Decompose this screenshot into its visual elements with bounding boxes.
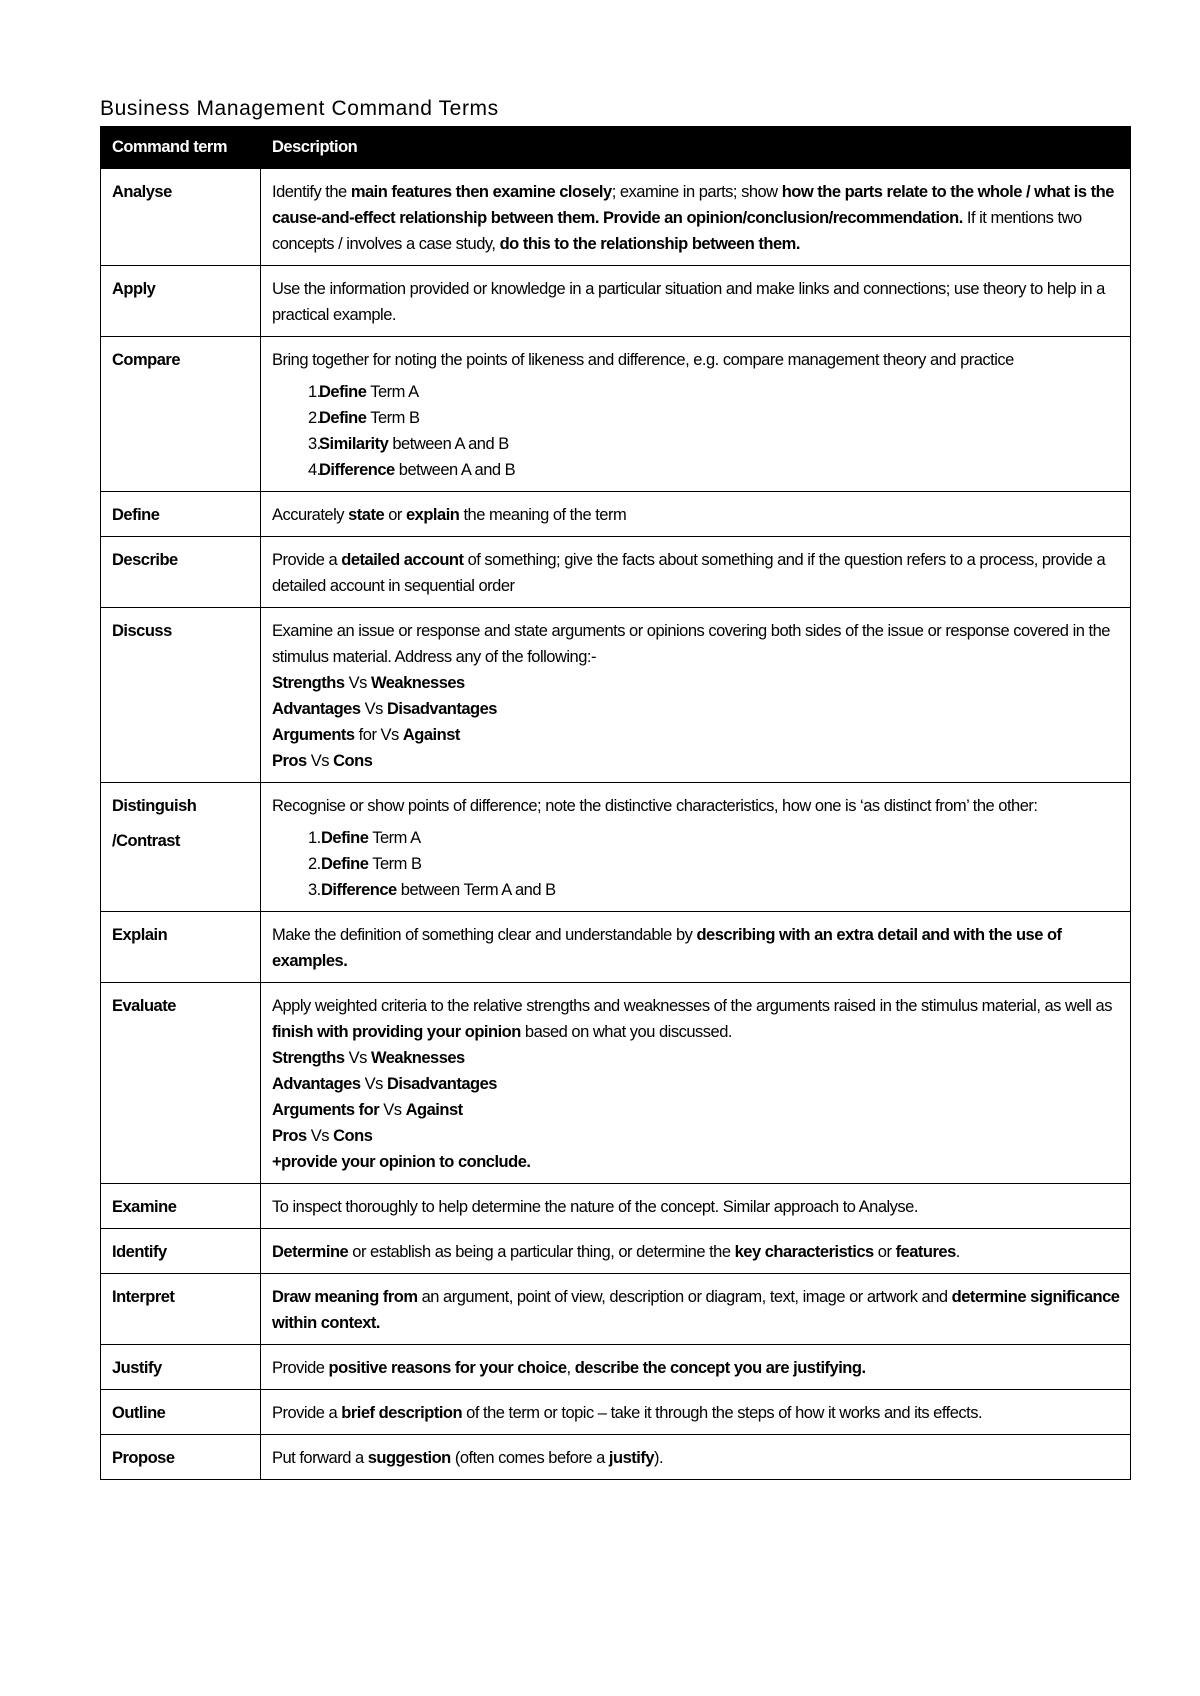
description-cell [261, 1229, 1131, 1274]
bold-text: Determine [272, 1243, 349, 1261]
description-cell [261, 1390, 1131, 1435]
bold-text: Define [321, 855, 369, 873]
command-term-cell [101, 492, 261, 537]
command-term-cell [101, 1229, 261, 1274]
comparison-line [272, 696, 1120, 722]
comparison-line [272, 1123, 1120, 1149]
bold-text: detailed account [341, 551, 464, 569]
command-terms-table [100, 126, 1131, 1480]
numbered-list [272, 825, 1120, 903]
text-run: ; examine in parts; show [611, 183, 782, 201]
command-term-cell [101, 1345, 261, 1390]
table-row [101, 1184, 1131, 1229]
text-run: Vs [379, 1101, 406, 1119]
bold-text: Strengths [272, 674, 345, 692]
comparison-line [272, 1149, 1120, 1175]
bold-text: Cons [333, 752, 373, 770]
command-term: Apply [112, 280, 156, 298]
table-header-row [101, 127, 1131, 169]
list-item [272, 825, 1120, 851]
text-run: for Vs [354, 726, 403, 744]
command-term: Interpret [112, 1288, 175, 1306]
list-text [321, 825, 421, 851]
list-number: 2. [308, 855, 321, 873]
description-paragraph [272, 347, 1120, 373]
description-cell [261, 912, 1131, 983]
list-text [321, 851, 421, 877]
command-term: Examine [112, 1198, 177, 1216]
description-cell [261, 1435, 1131, 1480]
text-run: an argument, point of view, description or diagram, text, image or artwork and [417, 1288, 952, 1306]
bold-text: +provide your opinion to conclude. [272, 1153, 531, 1171]
description-cell [261, 608, 1131, 783]
text-run: To inspect thoroughly to help determine the nature of the concept. Similar approach to Analyse. [272, 1198, 918, 1216]
description-paragraph [272, 993, 1120, 1045]
comparison-line [272, 670, 1120, 696]
text-run: or [384, 506, 406, 524]
list-number: 1. [308, 383, 321, 401]
description-paragraph [272, 1445, 1120, 1471]
text-run: Provide a [272, 551, 342, 569]
list-number: 2. [308, 409, 321, 427]
list-number: 3. [308, 435, 321, 453]
command-term-cell [101, 169, 261, 266]
bold-text: Define [321, 829, 369, 847]
command-term: Propose [112, 1449, 175, 1467]
text-run: Provide [272, 1359, 329, 1377]
table-row [101, 1435, 1131, 1480]
list-text [319, 405, 419, 431]
description-paragraph [272, 1355, 1120, 1381]
bold-text: features [895, 1243, 956, 1261]
bold-text: Draw meaning from [272, 1288, 418, 1306]
header-description: Description [261, 127, 1131, 169]
table-row [101, 983, 1131, 1184]
list-text [319, 379, 419, 405]
table-row [101, 1390, 1131, 1435]
bold-text: explain [406, 506, 460, 524]
text-run: Vs [360, 700, 387, 718]
bold-text: Arguments [272, 726, 355, 744]
comparison-line [272, 1045, 1120, 1071]
command-term-cell [101, 1390, 261, 1435]
command-term-cell [101, 537, 261, 608]
description-cell [261, 783, 1131, 912]
text-run: between Term A and B [396, 881, 556, 899]
list-item [272, 851, 1120, 877]
bold-text: Pros [272, 1127, 307, 1145]
bold-text: Define [319, 409, 367, 427]
text-run: based on what you discussed. [520, 1023, 732, 1041]
bold-text: Weaknesses [370, 674, 465, 692]
bold-text: Advantages [272, 1075, 361, 1093]
command-term: Explain [112, 926, 168, 944]
page-title: Business Management Command Terms [100, 97, 499, 120]
command-term: Justify [112, 1359, 162, 1377]
table-row [101, 492, 1131, 537]
bold-text: key characteristics [734, 1243, 874, 1261]
description-cell [261, 169, 1131, 266]
bold-text: brief description [341, 1404, 463, 1422]
bold-text: Cons [333, 1127, 373, 1145]
description-paragraph [272, 793, 1120, 819]
command-term-cell [101, 912, 261, 983]
text-run: Term B [368, 855, 422, 873]
bold-text: Disadvantages [386, 700, 497, 718]
list-number: 4. [308, 461, 321, 479]
table-row [101, 337, 1131, 492]
command-term: Describe [112, 551, 178, 569]
text-run: Bring together for noting the points of likeness and difference, e.g. compare management theory and practice [272, 351, 1014, 369]
text-run: Term B [366, 409, 420, 427]
description-cell [261, 1345, 1131, 1390]
bold-text: Difference [319, 461, 395, 479]
description-cell [261, 1274, 1131, 1345]
text-run: between A and B [394, 461, 516, 479]
bold-text: how the parts relate to the whole / what is the cause-and-effect relationship between them. Provide an opinion/conclusion/recommendation. [272, 183, 1114, 227]
list-item [272, 431, 1120, 457]
description-paragraph [272, 179, 1120, 257]
description-paragraph [272, 547, 1120, 599]
text-run: of something; give the facts about something and if the question refers to a process, provide a detailed account in sequential order [272, 551, 1106, 595]
text-run: Term A [366, 383, 419, 401]
text-run: , [566, 1359, 575, 1377]
table-row [101, 266, 1131, 337]
text-run: (often comes before a [450, 1449, 609, 1467]
command-term-cell [101, 608, 261, 783]
description-cell [261, 266, 1131, 337]
description-paragraph [272, 922, 1120, 974]
description-paragraph [272, 618, 1120, 670]
command-term: Identify [112, 1243, 167, 1261]
table-row [101, 608, 1131, 783]
text-run: Use the information provided or knowledge in a particular situation and make links and connections; use theory to help in a practical example. [272, 280, 1105, 324]
description-cell [261, 537, 1131, 608]
bold-text: positive reasons for your choice [328, 1359, 567, 1377]
description-cell [261, 1184, 1131, 1229]
command-term-cell [101, 983, 261, 1184]
comparison-line [272, 1097, 1120, 1123]
command-term-cell [101, 1274, 261, 1345]
text-run: Provide a [272, 1404, 342, 1422]
text-run: Vs [306, 752, 334, 770]
description-paragraph [272, 1284, 1120, 1336]
text-run: Vs [360, 1075, 387, 1093]
command-term-cell [101, 266, 261, 337]
text-run: of the term or topic – take it through the steps of how it works and its effects. [462, 1404, 983, 1422]
description-paragraph [272, 502, 1120, 528]
text-run: . [955, 1243, 960, 1261]
text-run: Identify the [272, 183, 351, 201]
table-row [101, 169, 1131, 266]
text-run: Make the definition of something clear and understandable by [272, 926, 697, 944]
list-text [319, 457, 515, 483]
command-term: Discuss [112, 622, 172, 640]
text-run: ). [654, 1449, 664, 1467]
header-command-term: Command term [101, 127, 261, 169]
bold-text: Similarity [319, 435, 389, 453]
command-term-cell [101, 1435, 261, 1480]
numbered-list [272, 379, 1120, 483]
description-paragraph [272, 1400, 1120, 1426]
text-run: or establish as being a particular thing, or determine the [348, 1243, 735, 1261]
comparison-line [272, 748, 1120, 774]
command-term: Define [112, 506, 160, 524]
comparison-line [272, 722, 1120, 748]
description-cell [261, 983, 1131, 1184]
text-run: Accurately [272, 506, 349, 524]
description-cell [261, 337, 1131, 492]
command-term: Compare [112, 351, 181, 369]
table-row [101, 912, 1131, 983]
text-run: or [873, 1243, 896, 1261]
bold-text: Difference [321, 881, 397, 899]
command-term-cell [101, 1184, 261, 1229]
table-row [101, 1345, 1131, 1390]
table-row [101, 1274, 1131, 1345]
bold-text: Weaknesses [370, 1049, 465, 1067]
list-item [272, 877, 1120, 903]
text-run: Put forward a [272, 1449, 368, 1467]
list-text [321, 877, 556, 903]
table-body [101, 169, 1131, 1480]
command-term-continued: /Contrast [112, 832, 180, 850]
table-row [101, 1229, 1131, 1274]
bold-text: determine significance within context. [272, 1288, 1120, 1332]
text-run: If it mentions two concepts / involves a case study, [272, 209, 1082, 253]
command-term-cell [101, 783, 261, 912]
text-run: Apply weighted criteria to the relative strengths and weaknesses of the arguments raised in the stimulus material, as well as [272, 997, 1112, 1015]
description-cell [261, 492, 1131, 537]
text-run: Term A [368, 829, 421, 847]
bold-text: suggestion [367, 1449, 451, 1467]
description-paragraph [272, 276, 1120, 328]
list-text [319, 431, 509, 457]
bold-text: state [348, 506, 385, 524]
bold-text: justify [608, 1449, 655, 1467]
list-item [272, 379, 1120, 405]
command-term: Outline [112, 1404, 166, 1422]
text-run: Vs [306, 1127, 334, 1145]
bold-text: describing with an extra detail and with the use of examples. [272, 926, 1062, 970]
text-run: Recognise or show points of difference; note the distinctive characteristics, how one is ‘as distinct from’ the other: [272, 797, 1038, 815]
bold-text: Define [319, 383, 367, 401]
bold-text: Against [402, 726, 460, 744]
bold-text: finish with providing your opinion [272, 1023, 521, 1041]
command-term: Analyse [112, 183, 172, 201]
bold-text: Pros [272, 752, 307, 770]
description-paragraph [272, 1194, 1120, 1220]
command-term: Distinguish [112, 797, 197, 815]
table-row [101, 537, 1131, 608]
list-number: 3. [308, 881, 321, 899]
bold-text: Disadvantages [386, 1075, 497, 1093]
bold-text: Arguments for [272, 1101, 380, 1119]
list-number: 1. [308, 829, 321, 847]
bold-text: do this to the relationship between them. [499, 235, 800, 253]
list-item [272, 457, 1120, 483]
bold-text: Strengths [272, 1049, 345, 1067]
bold-text: main features then examine closely [350, 183, 612, 201]
text-run: Vs [344, 1049, 371, 1067]
text-run: Examine an issue or response and state arguments or opinions covering both sides of the issue or response covered in the stimulus material. Address any of the following:- [272, 622, 1110, 666]
command-term-cell [101, 337, 261, 492]
list-item [272, 405, 1120, 431]
text-run: Vs [344, 674, 371, 692]
bold-text: Advantages [272, 700, 361, 718]
text-run: the meaning of the term [459, 506, 627, 524]
description-paragraph [272, 1239, 1120, 1265]
bold-text: Against [405, 1101, 463, 1119]
table-row [101, 783, 1131, 912]
comparison-line [272, 1071, 1120, 1097]
bold-text: describe the concept you are justifying. [574, 1359, 866, 1377]
text-run: between A and B [388, 435, 509, 453]
command-term: Evaluate [112, 997, 176, 1015]
